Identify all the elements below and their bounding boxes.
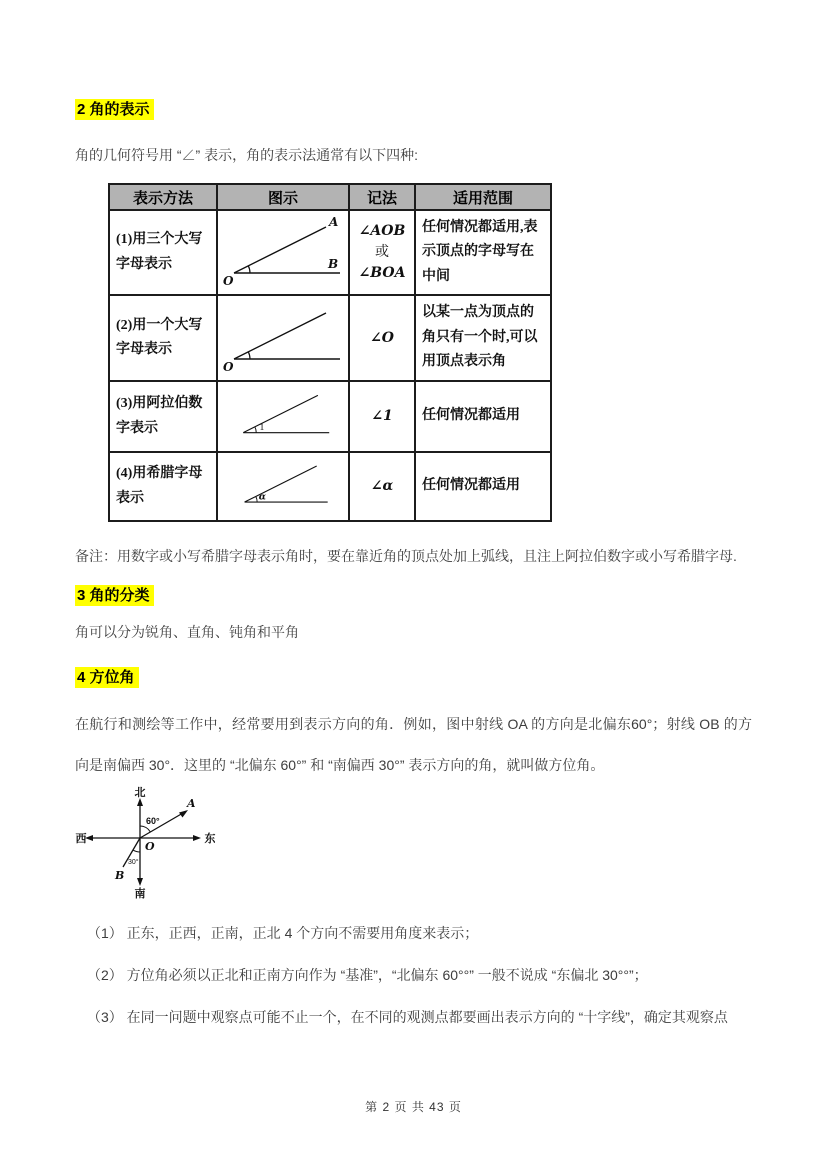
arrow-south-icon: [137, 878, 143, 886]
cell-diagram-4: [217, 452, 349, 521]
section-2-heading: [75, 100, 752, 120]
col-header-notation: 记法: [349, 184, 415, 210]
col-header-scope: 适用范围: [415, 184, 551, 210]
label-point-a: A: [187, 797, 196, 810]
table-row-3: [109, 381, 551, 452]
cell-scope-4: 任何情况都适用: [415, 452, 551, 521]
cell-method-1: (1)用三个大写字母表示: [109, 210, 217, 295]
label-east: 东: [204, 833, 216, 845]
notation-boa: ∠BOA: [358, 265, 406, 281]
label-angle-alpha: α: [258, 491, 266, 503]
cell-diagram-2: [217, 295, 349, 381]
label-south: 南: [134, 888, 146, 900]
page-footer: 第 2 页 共 43 页: [365, 1100, 462, 1114]
section-3-heading-highlight: 3 角的分类: [75, 585, 154, 606]
cell-scope-1: 任何情况都适用,表示顶点的字母写在中间: [415, 210, 551, 295]
label-angle-60: 60°: [146, 816, 160, 826]
angle-diagram-alpha-icon: [227, 455, 339, 513]
section-3-body: 角可以分为锐角、直角、钝角和平角: [75, 624, 299, 640]
list-item-1: （1） 正东，正西，正南，正北 4 个方向不需要用角度来表示；: [87, 925, 479, 941]
compass-diagram: [75, 786, 752, 904]
section-4-body: 在航行和测绘等工作中，经常要用到表示方向的角．例如，图中射线 OA 的方向是北偏东60°；射线 OB 的方向是南偏西 30°．这里的 “北偏东 60°” 和 “南偏西 30°” 表示方向的角，就叫做方位角。: [75, 716, 752, 773]
cell-method-4: (4)用希腊字母表示: [109, 452, 217, 521]
cell-notation-3: [349, 381, 415, 452]
cell-notation-2: [349, 295, 415, 381]
list-item-3: （3） 在同一问题中观察点可能不止一个，在不同的观测点都要画出表示方向的 “十字线”，确定其观察点: [87, 1009, 728, 1025]
list-item-2: （2） 方位角必须以正北和正南方向作为 “基准”，“北偏东 60°°” 一般不说成 “东偏北 30°°”；: [87, 967, 648, 983]
arrow-north-icon: [137, 798, 143, 806]
cell-diagram-1: [217, 210, 349, 295]
label-west: 西: [75, 833, 87, 845]
col-header-diagram: 图示: [217, 184, 349, 210]
note-paragraph: 备注：用数字或小写希腊字母表示角时，要在靠近角的顶点处加上弧线，且注上阿拉伯数字或小写希腊字母.: [75, 548, 737, 564]
label-angle-30: 30°: [128, 859, 139, 866]
section-4-heading-highlight: 4 方位角: [75, 667, 139, 688]
cell-notation-1: [349, 210, 415, 295]
cell-scope-2: 以某一点为顶点的角只有一个时,可以用顶点表示角: [415, 295, 551, 381]
table-header-row: [109, 184, 551, 210]
cell-method-2: (2)用一个大写字母表示: [109, 295, 217, 381]
section-2-intro: 角的几何符号用 “∠” 表示，角的表示法通常有以下四种:: [75, 147, 418, 163]
section-4-heading: [75, 668, 752, 688]
label-point-a: A: [329, 215, 339, 229]
table-row-4: [109, 452, 551, 521]
table-row-2: [109, 295, 551, 381]
arrow-east-icon: [193, 835, 201, 841]
label-vertex-o: O: [223, 359, 234, 373]
cell-scope-3: 任何情况都适用: [415, 381, 551, 452]
table-row-1: [109, 210, 551, 295]
arrow-oa-icon: [179, 810, 188, 818]
angle-notation-table: [108, 183, 552, 522]
label-vertex-o: O: [223, 274, 234, 287]
label-angle-1: 1: [259, 422, 265, 434]
label-point-b: B: [115, 869, 125, 882]
notation-1: ∠1: [371, 408, 393, 424]
label-origin-o: O: [145, 840, 155, 853]
angle-diagram-aob-icon: [220, 213, 346, 287]
notation-aob: ∠AOB: [358, 223, 406, 239]
section-3-heading: [75, 586, 752, 606]
cell-method-3: (3)用阿拉伯数字表示: [109, 381, 217, 452]
notation-alpha: ∠α: [370, 478, 394, 494]
direction-notes-list: [75, 912, 752, 1038]
col-header-method: 表示方法: [109, 184, 217, 210]
angle-diagram-1-icon: [227, 384, 339, 444]
compass-diagram-svg: [75, 786, 225, 904]
cell-diagram-3: [217, 381, 349, 452]
cell-notation-4: [349, 452, 415, 521]
section-2-heading-highlight: 2 角的表示: [75, 99, 154, 120]
angle-diagram-o-icon: [220, 299, 346, 373]
notation-or: 或: [375, 245, 389, 260]
label-north: 北: [134, 787, 146, 799]
label-point-b: B: [328, 257, 339, 271]
notation-o: ∠O: [370, 329, 394, 346]
